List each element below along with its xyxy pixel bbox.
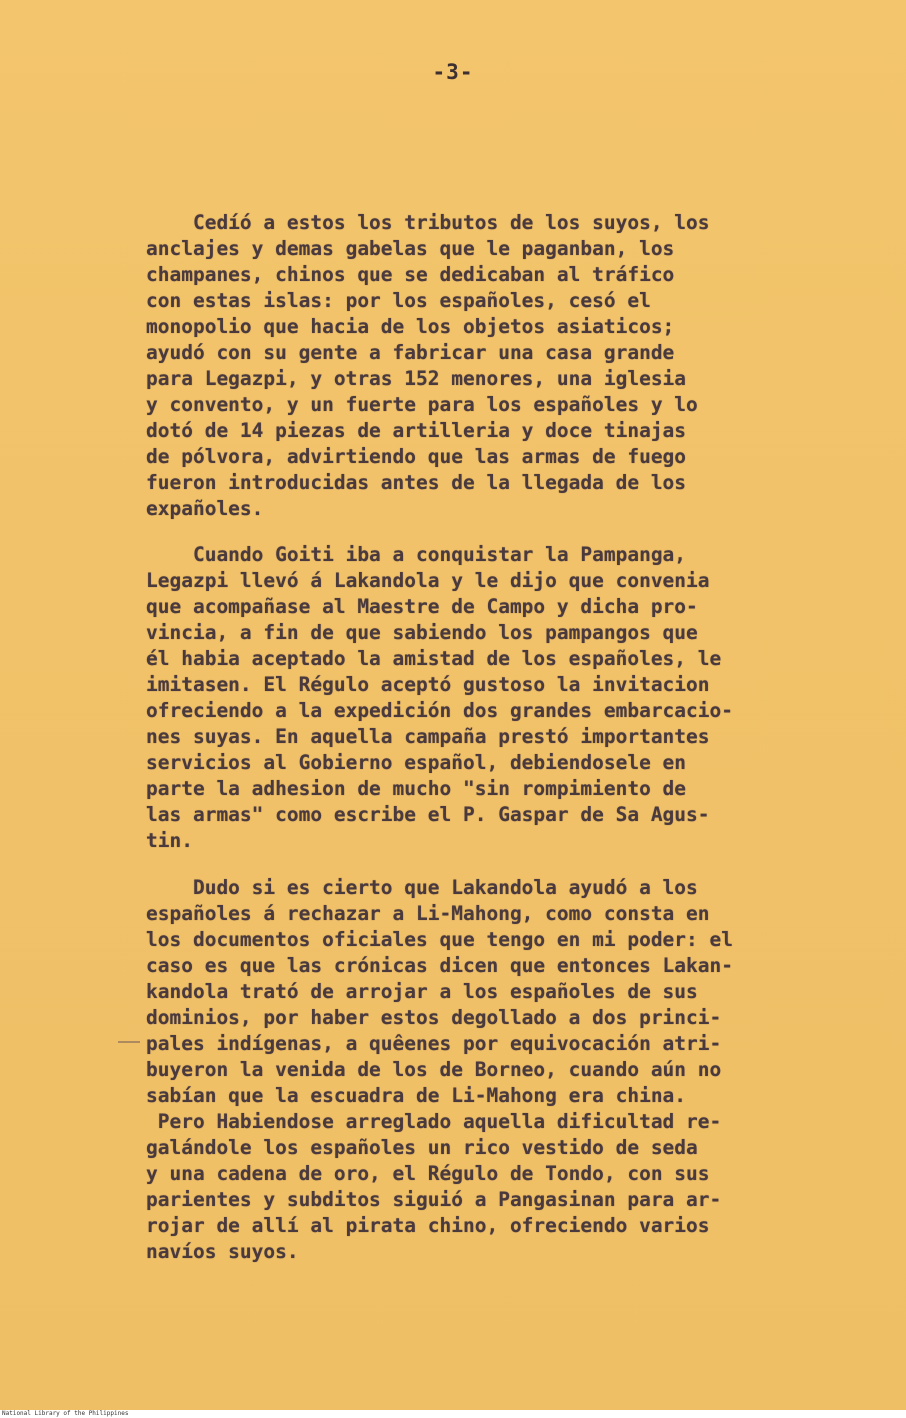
text-line: imitasen. El Régulo aceptó gustoso la invitacion [146, 673, 710, 696]
text-line: y convento, y un fuerte para los españoles y lo [146, 393, 698, 416]
text-line: pales indígenas, a quêenes por equivocación atri- [146, 1032, 722, 1055]
text-line: y una cadena de oro, el Régulo de Tondo, con sus [146, 1162, 710, 1185]
text-line: servicios al Gobierno español, debiendosele en [146, 751, 687, 774]
text-line: champanes, chinos que se dedicaban al tráfico [146, 263, 675, 286]
text-line: nes suyas. En aquella campaña prestó importantes [146, 725, 710, 748]
text-line: anclajes y demas gabelas que le paganban, los [146, 237, 675, 260]
text-line: Pero Habiendose arreglado aquella dificultad re- [146, 1110, 722, 1133]
text-line: que acompañase al Maestre de Campo y dicha pro- [146, 595, 698, 618]
text-line: Cuando Goiti iba a conquistar la Pampanga, [146, 543, 687, 566]
text-line: galándole los españoles un rico vestido de seda [146, 1136, 698, 1159]
page-number: -3- [432, 60, 474, 84]
text-line: kandola trató de arrojar a los españoles de sus [146, 980, 698, 1003]
text-line: Legazpi llevó á Lakandola y le dijo que convenia [146, 569, 710, 592]
text-line: los documentos oficiales que tengo en mi poder: el [146, 928, 733, 951]
text-line: dominios, por haber estos degollado a dos princi- [146, 1006, 722, 1029]
text-line: Cedíó a estos los tributos de los suyos, los [146, 211, 710, 234]
text-line: rojar de allí al pirata chino, ofreciendo varios [146, 1214, 710, 1237]
text-line: él habia aceptado la amistad de los españoles, le [146, 647, 722, 670]
paragraph-1 [146, 210, 796, 522]
text-line: navíos suyos. [146, 1240, 299, 1263]
text-line: ofreciendo a la expedición dos grandes embarcacio- [146, 699, 733, 722]
text-line: para Legazpi, y otras 152 menores, una iglesia [146, 367, 687, 390]
text-line: ayudó con su gente a fabricar una casa grande [146, 341, 675, 364]
text-line: expañoles. [146, 497, 264, 520]
text-line: fueron introducidas antes de la llegada de los [146, 471, 687, 494]
text-line: tin. [146, 829, 193, 852]
text-line: dotó de 14 piezas de artilleria y doce tinajas [146, 419, 687, 442]
text-line: sabían que la escuadra de Li-Mahong era china. [146, 1084, 687, 1107]
footer-strip [0, 1410, 906, 1418]
text-line: con estas islas: por los españoles, cesó el [146, 289, 651, 312]
text-line: caso es que las crónicas dicen que entonces Lakan- [146, 954, 733, 977]
text-line: buyeron la venida de los de Borneo, cuando aún no [146, 1058, 722, 1081]
text-line: las armas" como escribe el P. Gaspar de Sa Agus- [146, 803, 710, 826]
text-line: vincia, a fin de que sabiendo los pampangos que [146, 621, 698, 644]
text-line: parte la adhesion de mucho "sin rompimiento de [146, 777, 687, 800]
text-line: Dudo si es cierto que Lakandola ayudó a los [146, 876, 698, 899]
paragraph-3 [146, 875, 796, 1265]
text-line: españoles á rechazar a Li-Mahong, como consta en [146, 902, 710, 925]
library-credit: National Library of the Philippines [2, 1410, 129, 1417]
text-line: parientes y subditos siguió a Pangasinan para ar- [146, 1188, 722, 1211]
margin-mark [118, 1041, 140, 1043]
text-line: monopolio que hacia de los objetos asiaticos; [146, 315, 675, 338]
paragraph-2 [146, 542, 796, 854]
text-line: de pólvora, advirtiendo que las armas de fuego [146, 445, 687, 468]
